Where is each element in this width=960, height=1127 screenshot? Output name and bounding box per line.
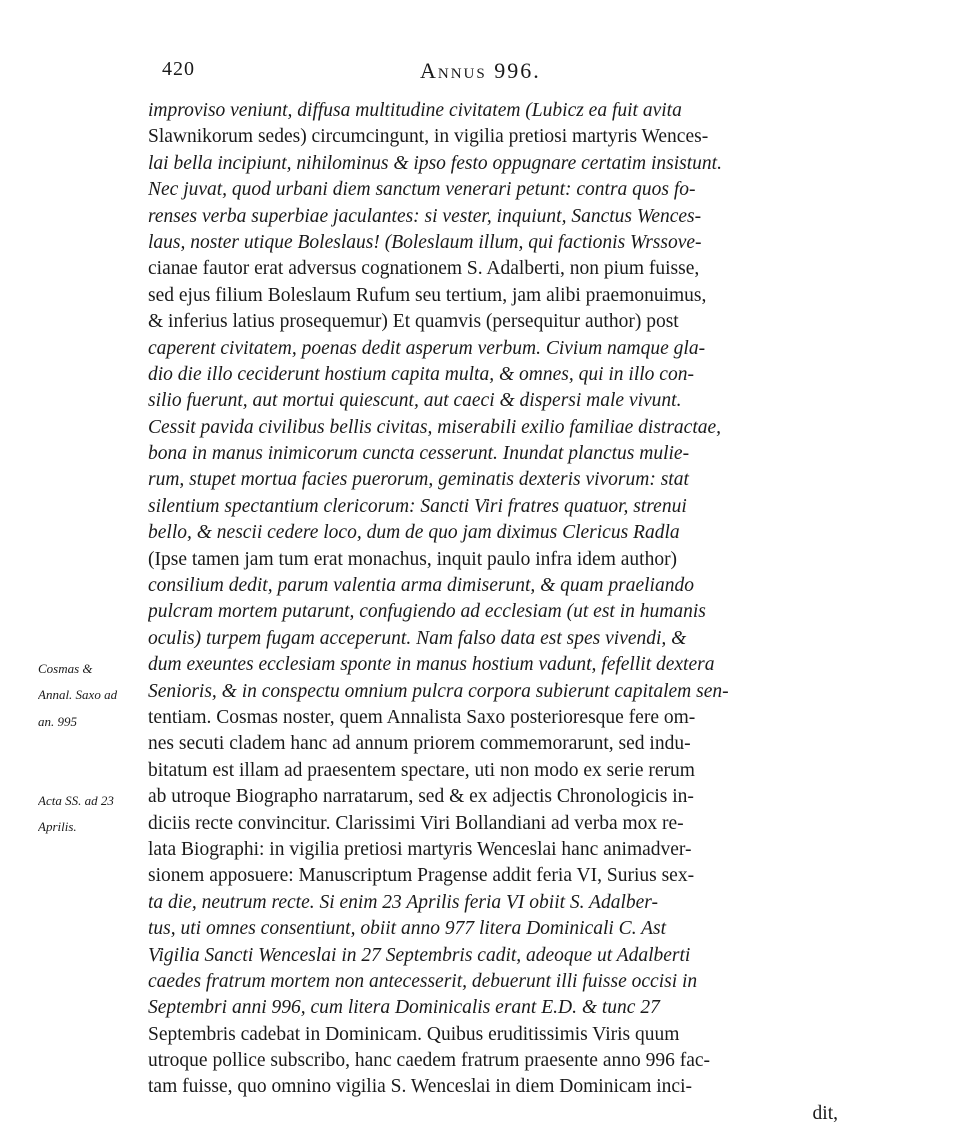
text-line: cianae fautor erat adversus cognationem S. Adalberti, non pium fuisse,	[148, 258, 700, 280]
text-line: oculis) turpem fugam acceperunt. Nam falso data est spes vivendi, &	[148, 627, 687, 649]
text-line: bitatum est illam ad praesentem spectare, uti non modo ex serie rerum	[148, 759, 695, 781]
text-line: (Ipse tamen jam tum erat monachus, inquit paulo infra idem author)	[148, 548, 678, 570]
margin-note: Annal. Saxo ad	[38, 687, 118, 703]
running-head: Annus 996.	[420, 58, 541, 83]
text-line: Vigilia Sancti Wenceslai in 27 Septembris cadit, adeoque ut Adalberti	[148, 944, 691, 966]
text-line: dum exeuntes ecclesiam sponte in manus hostium vadunt, fefellit dextera	[148, 654, 715, 676]
text-line: bello, & nescii cedere loco, dum de quo jam diximus Clericus Radla	[148, 522, 680, 544]
text-line: improviso veniunt, diffusa multitudine civitatem (Lubicz ea fuit avita	[148, 100, 682, 121]
text-line: utroque pollice subscribo, hanc caedem fratrum praesente anno 996 fac-	[148, 1050, 711, 1072]
text-line: silio fuerunt, aut mortui quiescunt, aut caeci & dispersi male vivunt.	[148, 390, 682, 412]
text-line: caedes fratrum mortem non antecesserit, debuerunt illi fuisse occisi in	[148, 970, 698, 992]
text-line: ab utroque Biographo narratarum, sed & ex adjectis Chronologicis in-	[148, 786, 694, 808]
text-line: caperent civitatem, poenas dedit asperum verbum. Civium namque gla-	[148, 337, 706, 359]
text-line: Septembri anni 996, cum litera Dominicalis erant E.D. & tunc 27	[148, 997, 660, 1019]
text-line: rum, stupet mortua facies puerorum, geminatis dexteris vivorum: stat	[148, 469, 689, 491]
text-line: lai bella incipiunt, nihilominus & ipso festo oppugnare certatim insistunt.	[148, 152, 722, 174]
text-line: ta die, neutrum recte. Si enim 23 Aprilis feria VI obiit S. Adalber-	[148, 891, 658, 913]
text-line: Nec juvat, quod urbani diem sanctum venerari petunt: contra quos fo-	[148, 179, 696, 201]
text-line: sed ejus filium Boleslaum Rufum seu tertium, jam alibi praemonuimus,	[148, 284, 707, 306]
text-line: Senioris, & in conspectu omnium pulcra corpora subierunt capitalem sen-	[148, 680, 729, 702]
text-line: nes secuti cladem hanc ad annum priorem commemorarunt, sed indu-	[148, 733, 691, 755]
text-line: lata Biographi: in vigilia pretiosi martyris Wenceslai hanc animadver-	[148, 838, 692, 860]
text-line: laus, noster utique Boleslaus! (Boleslaum illum, qui factionis Wrssove-	[148, 231, 702, 253]
body-text	[148, 98, 838, 1127]
text-line: diciis recte convincitur. Clarissimi Viri Bollandiani ad verba mox re-	[148, 812, 684, 834]
text-line: dit,	[812, 1102, 838, 1124]
text-line: Slawnikorum sedes) circumcingunt, in vigilia pretiosi martyris Wences-	[148, 126, 709, 148]
text-line: dio die illo ceciderunt hostium capita multa, & omnes, qui in illo con-	[148, 363, 694, 385]
margin-note: an. 995	[38, 713, 77, 729]
text-line: tus, uti omnes consentiunt, obiit anno 977 litera Dominicali C. Ast	[148, 918, 667, 940]
page-number: 420	[162, 58, 195, 80]
text-line: renses verba superbiae jaculantes: si vester, inquiunt, Sanctus Wences-	[148, 205, 702, 227]
text-line: consilium dedit, parum valentia arma dimiserunt, & quam praeliando	[148, 575, 694, 597]
text-line: pulcram mortem putarunt, confugiendo ad ecclesiam (ut est in humanis	[148, 601, 706, 623]
margin-notes	[38, 656, 154, 841]
text-line: tam fuisse, quo omnino vigilia S. Wenceslai in diem Dominicam inci-	[148, 1076, 692, 1098]
text-line: Septembris cadebat in Dominicam. Quibus eruditissimis Viris quum	[148, 1023, 680, 1045]
text-line: bona in manus inimicorum cuncta cesserunt. Inundat planctus mulie-	[148, 443, 690, 465]
margin-note: Acta SS. ad 23	[38, 792, 114, 808]
page-header	[0, 58, 960, 92]
text-line: Cessit pavida civilibus bellis civitas, miserabili exilio familiae distractae,	[148, 416, 722, 438]
text-line: tentiam. Cosmas noster, quem Annalista Saxo posterioresque fere om-	[148, 706, 696, 728]
margin-note: Cosmas &	[38, 661, 93, 676]
text-line: & inferius latius prosequemur) Et quamvis (persequitur author) post	[148, 311, 679, 333]
text-line: silentium spectantium clericorum: Sancti Viri fratres quatuor, strenui	[148, 495, 687, 517]
text-line: sionem apposuere: Manuscriptum Pragense addit feria VI, Surius sex-	[148, 865, 695, 887]
margin-note: Aprilis.	[38, 819, 77, 835]
